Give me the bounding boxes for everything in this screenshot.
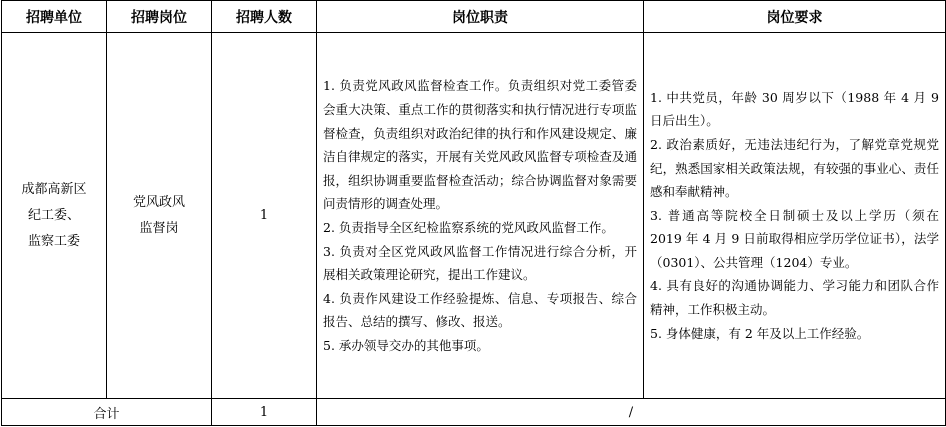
header-count: 招聘人数 [212,1,317,33]
position-line: 监督岗 [139,220,179,236]
duty-item: 2. 负责指导全区纪检监察系统的党风政风监督工作。 [323,220,614,235]
requirement-item: 4. 具有良好的沟通协调能力、学习能力和团队合作精神，工作积极主动。 [650,278,939,318]
duty-item: 3. 负责对全区党风政风监督工作情况进行综合分析，开展相关政策理论研究，提出工作建议。 [323,243,637,283]
unit-cell [2,33,107,399]
requirement-item: 1. 中共党员，年龄 30 周岁以下（1988 年 4 月 9 日后出生）。 [650,89,939,129]
duties-cell [317,33,644,399]
header-position: 招聘岗位 [107,1,212,33]
unit-line: 纪工委、 [27,207,80,223]
total-row [2,399,946,426]
requirement-item: 5. 身体健康，有 2 年及以上工作经验。 [650,325,870,341]
header-row [2,1,946,33]
duty-item: 5. 承办领导交办的其他事项。 [323,337,489,353]
requirements-cell [644,33,946,399]
header-unit: 招聘单位 [2,1,107,33]
count-cell: 1 [212,33,317,399]
unit-line: 成都高新区 [21,181,87,197]
header-duties: 岗位职责 [317,1,644,33]
requirement-item: 2. 政治素质好，无违法违纪行为，了解党章党规党纪，熟悉国家相关政策法规，有较强的事业心、责任感和奉献精神。 [650,136,939,200]
table-row [2,33,946,399]
unit-line: 监察工委 [27,233,80,249]
duty-item: 4. 负责作风建设工作经验提炼、信息、专项报告、综合报告、总结的撰写、修改、报送。 [323,290,637,330]
duty-item: 1. 负责党风政风监督检查工作。负责组织对党工委管委会重大决策、重点工作的贯彻落实和执行情况进行专项监督检查，负责组织对政治纪律的执行和作风建设规定、廉洁自律规定的落实，开展有关党风政风监督专项检查及通报，组织协调重要监督检查活动；综合协调监督对象需要问责情形的调查处理。 [323,78,637,212]
header-requirements: 岗位要求 [644,1,946,33]
position-cell [107,33,212,399]
recruitment-table [1,0,946,426]
requirement-item: 3. 普通高等院校全日制硕士及以上学历（须在 2019 年 4 月 9 日前取得相应学历学位证书），法学（0301）、公共管理（1204）专业。 [650,207,939,270]
total-slash: / [317,399,946,426]
position-line: 党风政风 [132,194,185,210]
total-count: 1 [212,399,317,426]
total-label: 合计 [2,399,212,426]
